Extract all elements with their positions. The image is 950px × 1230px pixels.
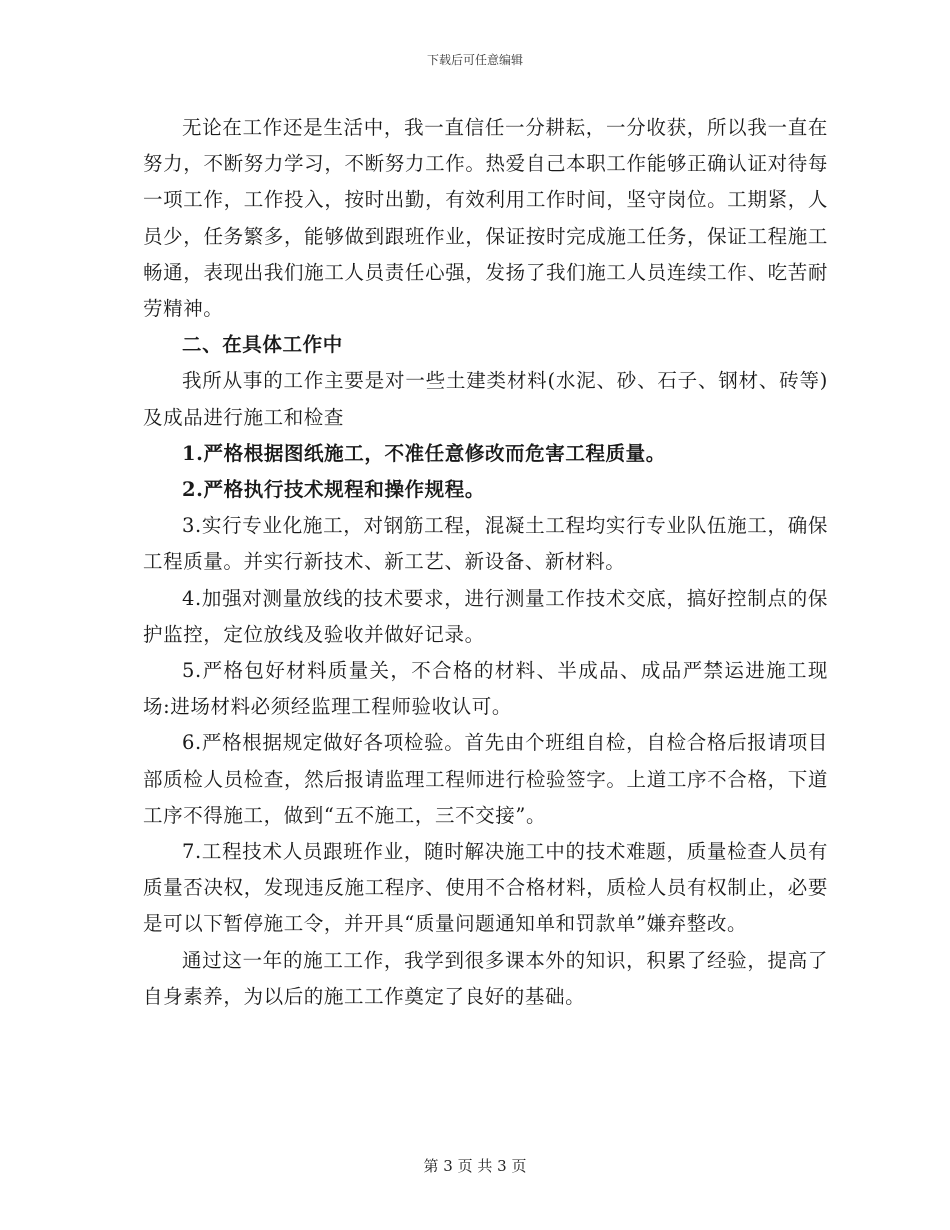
list-item-6: 6.严格根据规定做好各项检验。首先由个班组自检，自检合格后报请项目部质检人员检查，然后报请监理工程师进行检验签字。上道工序不合格，下道工序不得施工，做到“五不施工，三不交接”。 xyxy=(143,731,828,827)
paragraph-conclusion: 通过这一年的施工工作，我学到很多课本外的知识，积累了经验，提高了自身素养，为以后的施工工作奠定了良好的基础。 xyxy=(143,948,828,1008)
list-item-1: 1.严格根据图纸施工，不准任意修改而危害工程质量。 xyxy=(182,441,666,465)
list-item-5: 5.严格包好材料质量关，不合格的材料、半成品、成品严禁运进施工现场:进场材料必须经监理工程师验收认可。 xyxy=(143,659,828,719)
list-item-3: 3.实行专业化施工，对钢筋工程，混凝土工程均实行专业队伍施工，确保工程质量。并实行新技术、新工艺、新设备、新材料。 xyxy=(143,514,828,574)
list-item-4: 4.加强对测量放线的技术要求，进行测量工作技术交底，搞好控制点的保护监控，定位放线及验收并做好记录。 xyxy=(143,586,828,646)
section-heading: 二、在具体工作中 xyxy=(182,333,343,357)
paragraph-scope: 我所从事的工作主要是对一些土建类材料(水泥、砂、石子、钢材、砖等)及成品进行施工和检查 xyxy=(143,369,828,429)
list-item-2: 2.严格执行技术规程和操作规程。 xyxy=(182,478,485,502)
page-footer: 第 3 页 共 3 页 xyxy=(423,1157,527,1175)
list-item-7: 7.工程技术人员跟班作业，随时解决施工中的技术难题，质量检查人员有质量否决权，发现违反施工程序、使用不合格材料，质检人员有权制止，必要是可以下暂停施工令，并开具“质量问题通知单和罚款单”嫌弃整改。 xyxy=(143,840,828,936)
paragraph-intro: 无论在工作还是生活中，我一直信任一分耕耘，一分收获，所以我一直在努力，不断努力学习，不断努力工作。热爱自己本职工作能够正确认证对待每一项工作，工作投入，按时出勤，有效利用工作时间，坚守岗位。工期紧，人员少，任务繁多，能够做到跟班作业，保证按时完成施工任务，保证工程施工畅通，表现出我们施工人员责任心强，发扬了我们施工人员连续工作、吃苦耐劳精神。 xyxy=(143,116,828,321)
page-header: 下载后可任意编辑 xyxy=(426,53,523,67)
document-body xyxy=(143,110,828,1015)
